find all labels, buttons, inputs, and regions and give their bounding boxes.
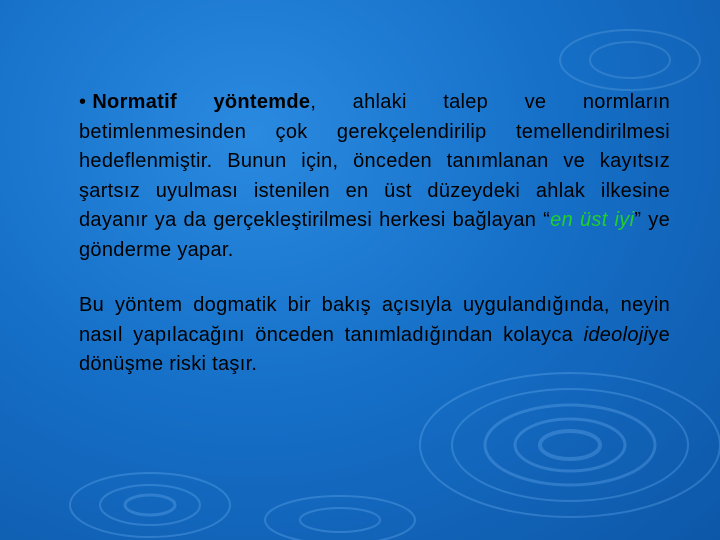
paragraph-text-end: ye dönüşme riski taşır. — [79, 323, 670, 375]
lead-term: Normatif yöntemde — [92, 91, 311, 113]
highlight-phrase: en üst iyi — [550, 209, 635, 231]
paragraph-text-end: ” ye gönderme yapar. — [79, 209, 670, 261]
text-content — [79, 88, 670, 380]
paragraph-text: , ahlaki talep ve normların betimlenmesinden çok gerekçelendirilip temellendirilmesi hedeflenmiştir. Bunun için, önceden tanımlanan ve kayıtsız şartsız uyulması istenilen en üst düzeydeki ahlak ilkesine dayanır ya da gerçekleştirilmesi herkesi bağlayan “ — [79, 91, 670, 231]
italic-term: ideoloji — [583, 323, 649, 346]
paragraph-dogmatic-risk — [79, 291, 670, 380]
paragraph-text: Bu yöntem dogmatik bir bakış açısıyla uygulandığında, neyin nasıl yapılacağını önceden tanımladığından kolayca — [79, 294, 670, 346]
bullet-point: • — [79, 91, 87, 113]
paragraph-normative-method — [79, 88, 670, 265]
